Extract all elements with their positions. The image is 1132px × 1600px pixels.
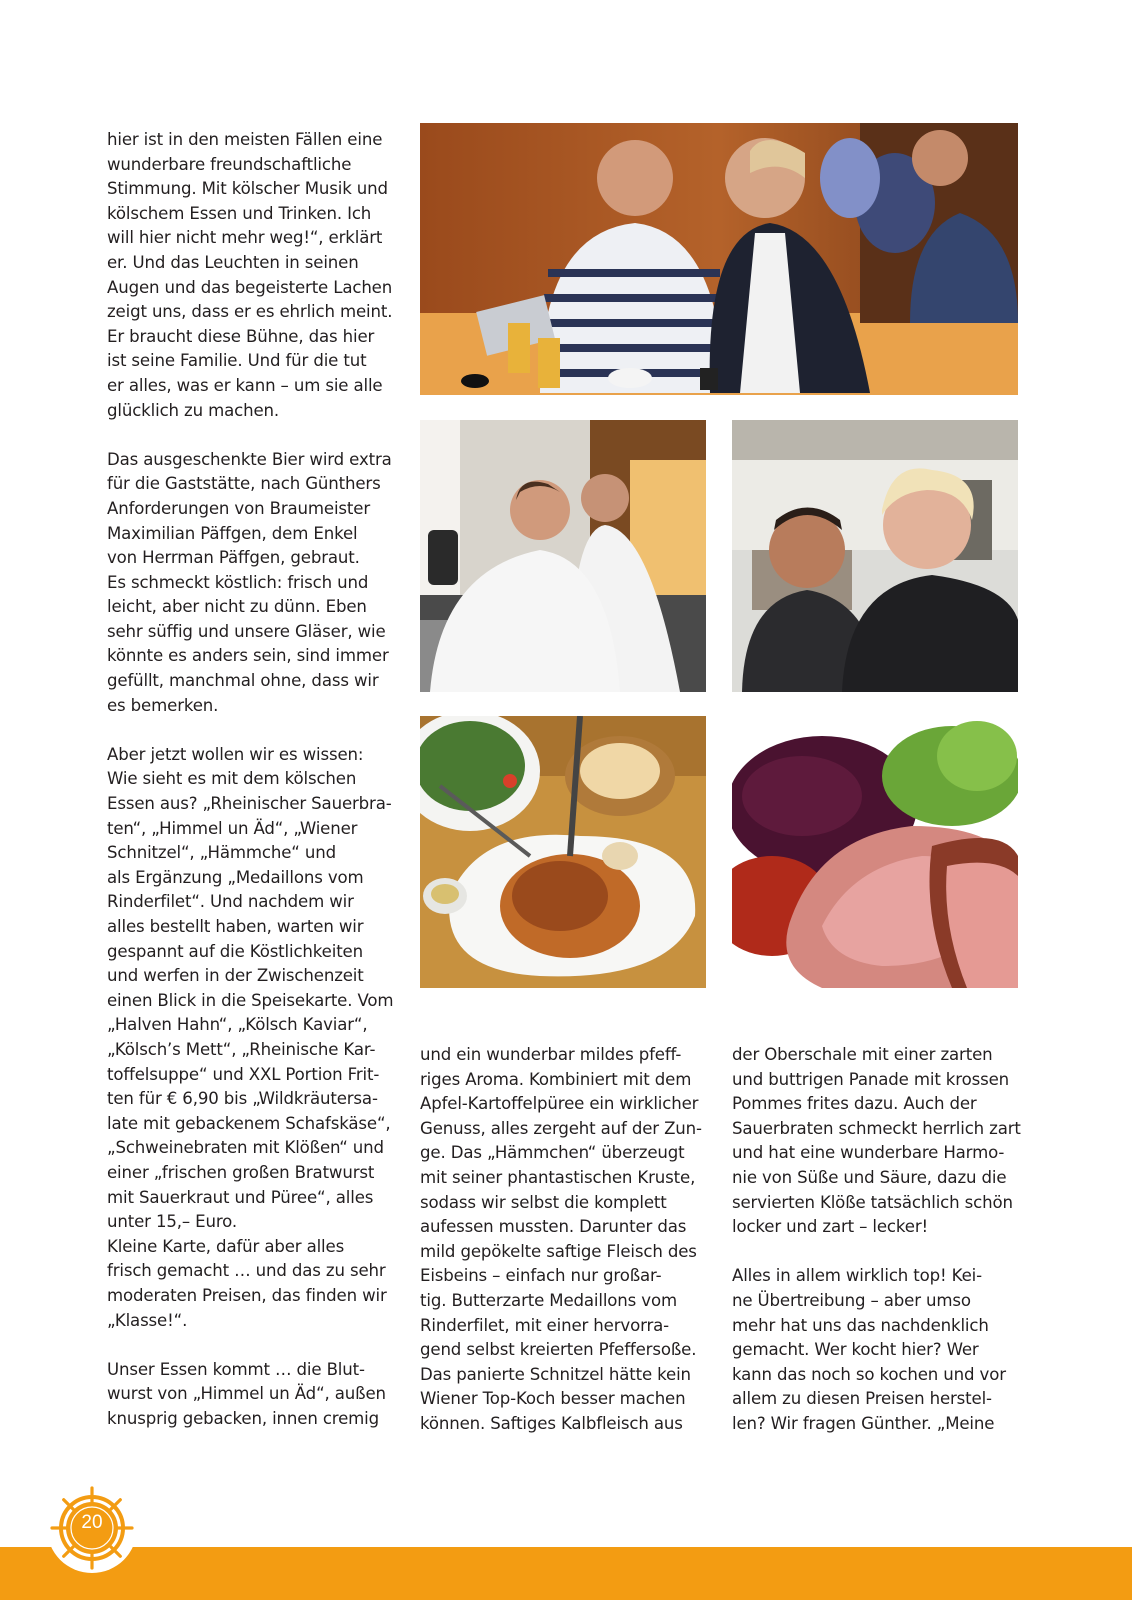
photo-pork-knuckle-plate	[420, 716, 706, 988]
photo-men-at-table	[420, 123, 1018, 395]
photo-host-at-counter	[420, 420, 706, 692]
paragraph: Unser Essen kommt … die Blut- wurst von „Himmel un Äd“, außen knusprig gebacken, innen cremig	[107, 1359, 386, 1428]
photo-beef-with-red-cabbage	[732, 716, 1018, 988]
paragraph: und ein wunderbar mildes pfeff- riges Aroma. Kombiniert mit dem Apfel-Kartoffelpüree ein wirklicher Genuss, alles zergeht auf der Zun- ge. Das „Hämmchen“ überzeugt mit seiner phantastischen Kruste, sodass wir selbst die komplett aufessen mussten. Darunter das mild gepökelte saftige Fleisch des Eisbeins – einfach nur großar- tig. Butterzarte Medaillons vom Rinderfilet, mit einer hervorra- gend selbst kreierten Pfeffersoße. Das panierte Schnitzel hätte kein Wiener Top-Koch besser machen können. Saftiges Kalbfleisch aus	[420, 1045, 702, 1433]
paragraph: Das ausgeschenkte Bier wird extra für die Gaststätte, nach Günthers Anforderungen von Braumeister Maximilian Päffgen, dem Enkel von Herrman Päffgen, gebraut. Es schmeckt köstlich: frisch und leicht, aber nicht zu dünn. Eben sehr süffig und unsere Gläser, wie könnte es anders sein, sind immer gefüllt, manchmal ohne, dass wir es bemerken.	[107, 449, 392, 715]
text-column-left	[107, 128, 397, 1431]
paragraph: Alles in allem wirklich top! Kei- ne Übertreibung – aber umso mehr hat uns das nachdenklich gemacht. Wer kocht hier? Wer kann das noch so kochen und vor allem zu diesen Preisen herstel- len? Wir fragen Günther. „Meine	[732, 1266, 1006, 1433]
footer-bar	[0, 1547, 1132, 1600]
page-number: 20	[81, 1512, 103, 1533]
text-column-middle	[420, 1043, 710, 1437]
photo-two-chefs	[732, 420, 1018, 692]
paragraph: der Oberschale mit einer zarten und buttrigen Panade mit krossen Pommes frites dazu. Auch der Sauerbraten schmeckt herrlich zart und hat eine wunderbare Harmo- nie von Süße und Säure, dazu die servierten Klöße tatsächlich schön locker und zart – lecker!	[732, 1045, 1021, 1237]
text-column-right	[732, 1043, 1022, 1437]
paragraph: hier ist in den meisten Fällen eine wunderbare freundschaftliche Stimmung. Mit kölscher Musik und kölschem Essen und Trinken. Ich will hier nicht mehr weg!“, erklärt er. Und das Leuchten in seinen Augen und das begeisterte Lachen zeigt uns, dass er es ehrlich meint. Er braucht diese Bühne, das hier ist seine Familie. Und für die tut er alles, was er kann – um sie alle glücklich zu machen.	[107, 130, 393, 420]
paragraph: Aber jetzt wollen wir es wissen: Wie sieht es mit dem kölschen Essen aus? „Rheinischer Sauerbra- ten“, „Himmel un Äd“, „Wiener Schnitzel“, „Hämmche“ und als Ergänzung „Medaillons vom Rinderfilet“. Und nachdem wir alles bestellt haben, warten wir gespannt auf die Köstlichkeiten und werfen in der Zwischenzeit einen Blick in die Speisekarte. Vom „Halven Hahn“, „Kölsch Kaviar“, „Kölsch’s Mett“, „Rheinische Kar- toffelsuppe“ und XXL Portion Frit- ten für € 6,90 bis „Wildkräutersa- late mit gebackenem Schafskäse“, „Schweinebraten mit Klößen“ und einer „frischen großen Bratwurst mit Sauerkraut und Püree“, alles unter 15,– Euro. Kleine Karte, dafür aber alles frisch gemacht … und das zu sehr moderaten Preisen, das finden wir „Klasse!“.	[107, 744, 394, 1330]
